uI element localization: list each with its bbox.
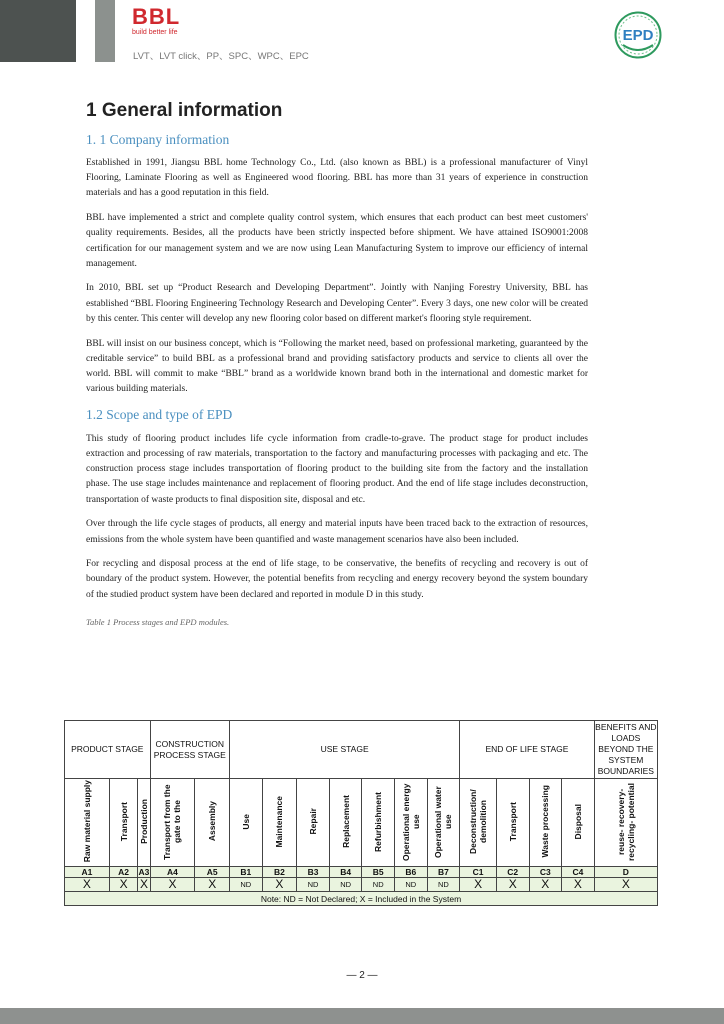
table-note-row (65, 892, 658, 906)
module-code: B7 (427, 867, 460, 878)
logo-text: BBL (132, 4, 181, 29)
module-code: C3 (529, 867, 562, 878)
module-name: Assembly (207, 801, 218, 842)
inclusion-cell: X (460, 878, 497, 892)
inclusion-cell: X (529, 878, 562, 892)
module-code: B2 (262, 867, 297, 878)
scope-paragraph-3: For recycling and disposal process at the end of life stage, to be conservative, the benefits of recycling and recovery is out of boundary of the product system. However, the potential benefits from recycling and energy recovery beyond the system boundary of the studied product system have been declared and reported in module D in this study. (86, 559, 588, 600)
table-note: Note: ND = Not Declared; X = Included in the System (65, 892, 658, 906)
page-number: — 2 — (346, 970, 378, 981)
module-code: C1 (460, 867, 497, 878)
module-name: Operational energy use (400, 782, 421, 861)
module-name: reuse- recovery- recycling- potential (615, 782, 636, 861)
header-grey-block (95, 0, 115, 62)
module-code: A1 (65, 867, 110, 878)
inclusion-cell: X (594, 878, 657, 892)
inclusion-cell: ND (427, 878, 460, 892)
company-paragraph-4: BBL will insist on our business concept, which is “Following the market need, based on professional marketing, guaranteed by the creditable service” to build BBL as a professional brand and providing satisfactory products and service to clients all over the world. BBL will commit to make “BBL” brand as a worldwide known brand both in the international and domestic market for various building materials. (86, 338, 588, 395)
scope-paragraph-2: Over through the life cycle stages of products, all energy and material inputs have been traced back to the extraction of resources, emissions from the whole system have been quantified and waste management scenarios have also been included. (86, 519, 588, 545)
inclusion-cell: X (138, 878, 150, 892)
inclusion-cell: ND (362, 878, 395, 892)
logo-tagline: build better life (132, 29, 178, 36)
module-code: B5 (362, 867, 395, 878)
module-code: A2 (109, 867, 138, 878)
module-name: Waste processing (540, 785, 551, 858)
scope-paragraph-1: This study of flooring product includes life cycle information from cradle-to-grave. The product stage for product includes extraction and processing of raw materials, transportation to the factory and manufacturing processes with packaging and etc. The construction process stage includes transportation of flooring product to the building site from the factory and the installation phase. The use stage includes maintenance and replacement of flooring product. And the end of life stage includes deconstruction, transportation of waste products to final disposition site, disposal and etc. (86, 433, 588, 505)
document-body (86, 100, 588, 627)
module-name: Refurbishment (373, 791, 384, 852)
module-code: C4 (562, 867, 595, 878)
company-paragraph-1: Established in 1991, Jiangsu BBL home Technology Co., Ltd. (also known as BBL) is a professional manufacturer of Vinyl Flooring, Laminate Flooring as well as Engineered wood flooring. BBL has more than 31 years of experience in construction materials and has a good reputation in this field. (86, 158, 588, 199)
process-stages-table (64, 720, 658, 906)
stage-benefits: BENEFITS AND LOADS BEYOND THE SYSTEM BOUNDARIES (594, 721, 657, 779)
inclusion-cell: X (562, 878, 595, 892)
inclusion-cell: X (496, 878, 529, 892)
table-caption: Table 1 Process stages and EPD modules. (86, 616, 230, 627)
inclusion-cell: ND (395, 878, 428, 892)
subsection-scope-title: 1.2 Scope and type of EPD (86, 406, 233, 422)
module-code: C2 (496, 867, 529, 878)
module-name: Repair (308, 808, 319, 835)
section-title: 1 General information (86, 100, 283, 121)
module-name-row (65, 779, 658, 867)
module-code: A4 (150, 867, 195, 878)
company-paragraph-3: In 2010, BBL set up “Product Research and Developing Department”. Jointly with Nanjing Forestry University, BBL has established “BBL Flooring Engineering Technology Research and Developing Center”. Every 3 days, one new color will be created by this center. This center will develop any new flooring color based on different market's flooring style requirement. (86, 283, 588, 324)
module-code: B4 (329, 867, 362, 878)
inclusion-cell: X (150, 878, 195, 892)
stage-construction: CONSTRUCTION PROCESS STAGE (150, 721, 229, 779)
stage-product: PRODUCT STAGE (65, 721, 151, 779)
inclusion-cell: X (262, 878, 297, 892)
module-name: Transport (507, 801, 518, 842)
module-name: Operational water use (433, 785, 454, 858)
epd-badge-text: EPD (622, 27, 654, 44)
product-lines: LVT、LVT click、PP、SPC、WPC、EPC (133, 51, 309, 62)
epd-badge-icon (614, 11, 662, 59)
brand-logo (132, 6, 180, 36)
module-name: Maintenance (274, 795, 285, 848)
module-code: A5 (195, 867, 230, 878)
footer-bar (0, 1008, 724, 1024)
inclusion-cell: ND (297, 878, 330, 892)
inclusion-row (65, 878, 658, 892)
module-name: Deconstruction/ demolition (468, 789, 489, 854)
inclusion-cell: X (195, 878, 230, 892)
inclusion-cell: ND (230, 878, 263, 892)
module-code: A3 (138, 867, 150, 877)
module-code-row (65, 867, 658, 878)
subsection-company-title: 1. 1 Company information (86, 132, 230, 147)
module-code: D (594, 867, 657, 878)
module-code: B6 (395, 867, 428, 878)
module-name: Raw material supply (81, 780, 92, 863)
module-name: Production (138, 799, 149, 844)
company-paragraph-2: BBL have implemented a strict and complete quality control system, which ensures that each product can best meet customers' quality requirements. Besides, all the products have been strictly inspected before shipment. We have attained ISO9001:2008 certification for our management system and we are now using Lean Manufacturing System to improve our efficiency of internal management. (86, 213, 588, 269)
module-code: B1 (230, 867, 263, 878)
module-code: B3 (297, 867, 330, 878)
inclusion-cell: X (109, 878, 138, 892)
stage-header-row (65, 721, 658, 779)
module-name: Transport (118, 801, 129, 842)
stage-use: USE STAGE (230, 721, 460, 779)
inclusion-cell: X (65, 878, 110, 892)
module-name: Use (240, 813, 251, 830)
module-name: Disposal (572, 803, 583, 840)
stage-end-of-life: END OF LIFE STAGE (460, 721, 594, 779)
header-dark-block (0, 0, 76, 62)
module-name: Replacement (340, 795, 351, 848)
inclusion-cell: ND (329, 878, 362, 892)
module-name: Transport from the gate to the (162, 783, 183, 860)
